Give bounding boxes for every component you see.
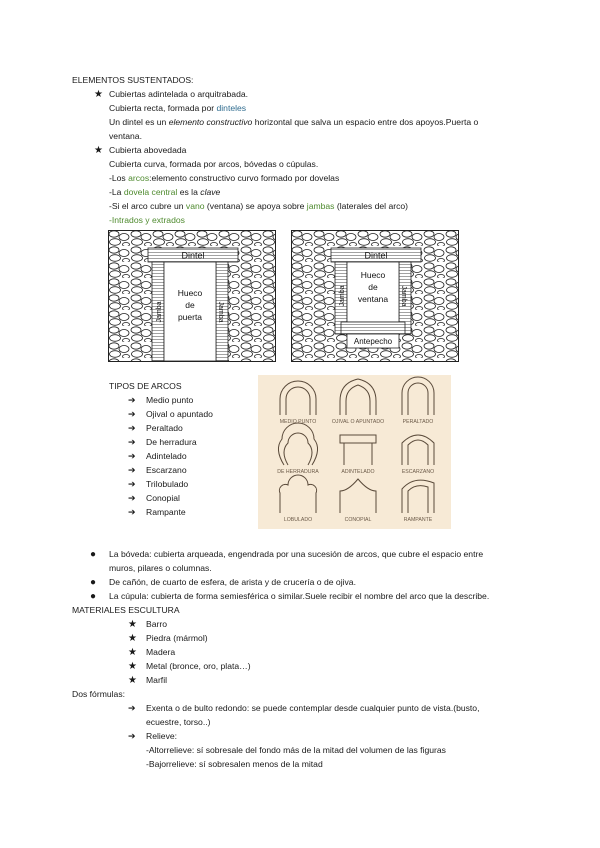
section-title-materiales: MATERIALES ESCULTURA xyxy=(72,605,180,615)
label-jamba-left: Jamba xyxy=(156,301,163,323)
star-bullet-icon: ★ xyxy=(128,647,137,658)
star-bullet-icon: ★ xyxy=(94,89,103,100)
adintelada-line-3: ventana. xyxy=(109,131,142,141)
abovedada-line-5: -Intrados y extrados xyxy=(109,215,185,225)
arrow-icon: ➔ xyxy=(128,437,136,447)
material-item: Metal (bronce, oro, plata…) xyxy=(146,661,251,671)
label-ventana: ventana xyxy=(357,294,389,304)
formula-altorrelieve: -Altorrelieve: sí sobresale del fondo más de la mitad del volumen de las figuras xyxy=(146,745,446,755)
arch-label: DE HERRADURA xyxy=(277,469,319,475)
term-boveda: bóveda xyxy=(120,549,150,559)
arrow-icon: ➔ xyxy=(128,479,136,489)
text: -La xyxy=(109,187,124,197)
arrow-icon: ➔ xyxy=(128,409,136,419)
tipo-item: Conopial xyxy=(146,493,180,503)
label-jamba-left: Jamba xyxy=(339,285,346,307)
tipo-item: De herradura xyxy=(146,437,197,447)
text: -Los xyxy=(109,173,129,183)
text: La xyxy=(109,549,121,559)
arch-label: OJIVAL O APUNTADO xyxy=(331,419,385,425)
label-antepecho: Antepecho xyxy=(353,337,393,346)
label-dintel: Dintel xyxy=(181,250,205,261)
tipo-item: Ojival o apuntado xyxy=(146,409,213,419)
arch-label: LOBULADO xyxy=(283,517,313,523)
adintelada-line-2 xyxy=(109,117,478,128)
formula-relieve: Relieve: xyxy=(146,731,178,741)
label-puerta: puerta xyxy=(177,312,203,322)
bullet-icon: ● xyxy=(90,549,97,560)
text: es la xyxy=(177,187,201,197)
text: (ventana) se apoya sobre xyxy=(204,201,307,211)
arch-label: MEDIO PUNTO xyxy=(279,419,317,425)
formula-exenta-line-1: Exenta o de bulto redondo: se puede contemplar desde cualquier punto de vista.(busto, xyxy=(146,703,480,713)
tipo-item: Adintelado xyxy=(146,451,187,461)
arrow-icon: ➔ xyxy=(128,731,136,741)
boveda-line-2: muros, pilares o columnas. xyxy=(109,563,212,573)
term-clave: clave xyxy=(200,187,221,197)
term-elemento-constructivo: elemento constructivo xyxy=(168,117,253,127)
text: (laterales del arco) xyxy=(334,201,409,211)
tipos-title: TIPOS DE ARCOS xyxy=(109,381,182,391)
abovedada-line-4 xyxy=(109,201,408,212)
arch-label: ADINTELADO xyxy=(341,469,375,475)
star-bullet-icon: ★ xyxy=(94,145,103,156)
adintelada-heading: Cubiertas adintelada o arquitrabada. xyxy=(109,89,249,99)
label-hueco: Hueco xyxy=(360,270,386,280)
label-de: de xyxy=(368,282,378,292)
formulas-title: Dos fórmulas: xyxy=(72,689,126,699)
cupula-line: La cúpula: cubierta de forma semiesférica o similar.Suele recibir el nombre del arco que la describe. xyxy=(109,591,490,601)
arrow-icon: ➔ xyxy=(128,493,136,503)
arch-label: ESCARZANO xyxy=(401,469,435,475)
arch-label: PERALTADO xyxy=(402,419,434,425)
tipo-item: Rampante xyxy=(146,507,186,517)
abovedada-line-1: Cubierta curva, formada por arcos, bóvedas o cúpulas. xyxy=(109,159,319,169)
label-hueco: Hueco xyxy=(177,288,203,298)
term-dovela-central: dovela central xyxy=(123,187,178,197)
label-jamba-right: Jamba xyxy=(217,301,224,323)
text: :elemento constructivo curvo formado por dovelas xyxy=(149,173,340,183)
abovedada-heading: Cubierta abovedada xyxy=(109,145,187,155)
material-item: Piedra (mármol) xyxy=(146,633,208,643)
label-jamba-right: Jamba xyxy=(400,285,407,307)
arch-types-panel xyxy=(258,375,451,529)
label-dintel: Dintel xyxy=(364,250,388,261)
bullet-icon: ● xyxy=(90,591,97,602)
arrow-icon: ➔ xyxy=(128,507,136,517)
arrow-icon: ➔ xyxy=(128,465,136,475)
formula-exenta-line-2: ecuestre, torso..) xyxy=(146,717,211,727)
arrow-icon: ➔ xyxy=(128,423,136,433)
arch-label: CONOPIAL xyxy=(344,517,372,523)
term-arcos: arcos xyxy=(128,173,150,183)
text: : cubierta arqueada, engendrada por una sucesión de arcos, que cubre el espacio entre xyxy=(149,549,484,559)
material-item: Marfil xyxy=(146,675,168,685)
abovedada-line-2 xyxy=(109,173,339,184)
text: Cubierta recta, formada por xyxy=(109,103,217,113)
star-bullet-icon: ★ xyxy=(128,633,137,644)
star-bullet-icon: ★ xyxy=(128,675,137,686)
material-item: Barro xyxy=(146,619,168,629)
tipo-item: Escarzano xyxy=(146,465,187,475)
arch-types-drawing xyxy=(258,375,451,529)
tipo-item: Peraltado xyxy=(146,423,183,433)
text: Un dintel es un xyxy=(109,117,169,127)
text: -Si el arco cubre un xyxy=(109,201,186,211)
star-bullet-icon: ★ xyxy=(128,619,137,630)
adintelada-line-1 xyxy=(109,103,246,114)
window-diagram xyxy=(291,230,459,362)
boveda-tipos: De cañón, de cuarto de esfera, de arista y de crucería o de ojiva. xyxy=(109,577,356,587)
boveda-line-1 xyxy=(109,549,483,560)
door-diagram xyxy=(108,230,276,362)
term-dinteles: dinteles xyxy=(216,103,247,113)
term-vano: vano xyxy=(185,201,205,211)
tipo-item: Trilobulado xyxy=(146,479,189,489)
arrow-icon: ➔ xyxy=(128,395,136,405)
bullet-icon: ● xyxy=(90,577,97,588)
abovedada-line-3 xyxy=(109,187,220,198)
section-title-sustentados: ELEMENTOS SUSTENTADOS: xyxy=(72,75,194,85)
arrow-icon: ➔ xyxy=(128,451,136,461)
formula-bajorrelieve: -Bajorrelieve: sí sobresalen menos de la mitad xyxy=(146,759,323,769)
material-item: Madera xyxy=(146,647,176,657)
arrow-icon: ➔ xyxy=(128,703,136,713)
tipo-item: Medio punto xyxy=(146,395,194,405)
arch-label: RAMPANTE xyxy=(403,517,433,523)
text: horizontal que salva un espacio entre dos apoyos.Puerta o xyxy=(252,117,479,127)
term-jambas: jambas xyxy=(306,201,335,211)
star-bullet-icon: ★ xyxy=(128,661,137,672)
label-de: de xyxy=(185,300,195,310)
